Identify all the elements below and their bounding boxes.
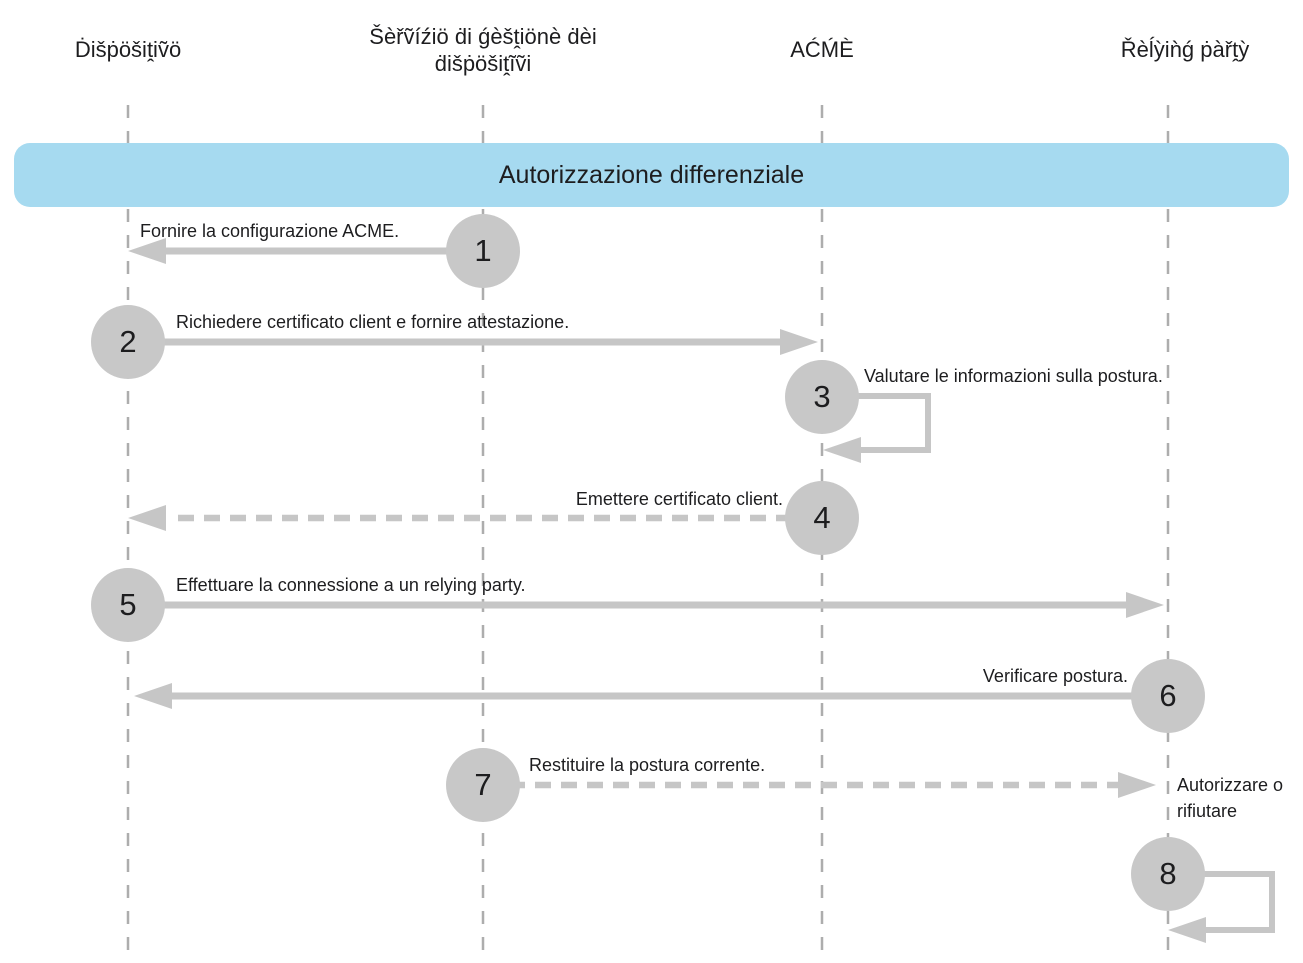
step-3-badge: 3 [785,360,859,434]
step-2-message: Richiedere certificato client e fornire attestazione. [176,312,570,332]
diagram-title: Autorizzazione differenziale [498,160,805,189]
step-7-badge: 7 [446,748,520,822]
actor-label-servizio-gestione-dispositivi: Šèřṽíźiö ḋi ǵèšṱiönè ḋèi ḋišṗöšiṱĩṽi [369,23,597,76]
step-5-message: Effettuare la connessione a un relying party. [176,575,526,595]
actor-label-dispositivo: Ḋišṗöšiṱiṽö [74,37,182,63]
step-8-message: Autorizzare o rifiutare [1177,775,1284,822]
diagram-title-banner [14,143,1289,207]
actor-label-acme: AĆḾÈ [790,37,854,63]
actor-label-relying-party: Řèĺỳiǹǵ ṗàřṱỳ [1120,37,1250,63]
step-5-badge: 5 [91,568,165,642]
step-7-message: Restituire la postura corrente. [529,755,766,775]
step-1-message: Fornire la configurazione ACME. [140,221,400,241]
step-3-message: Valutare le informazioni sulla postura. [864,366,1163,386]
step-4-badge: 4 [785,481,859,555]
step-6-message: Verificare postura. [982,666,1128,686]
step-4-message: Emettere certificato client. [575,489,783,509]
step-6-badge: 6 [1131,659,1205,733]
step-1-badge: 1 [446,214,520,288]
step-2-badge: 2 [91,305,165,379]
step-8-badge: 8 [1131,837,1205,911]
